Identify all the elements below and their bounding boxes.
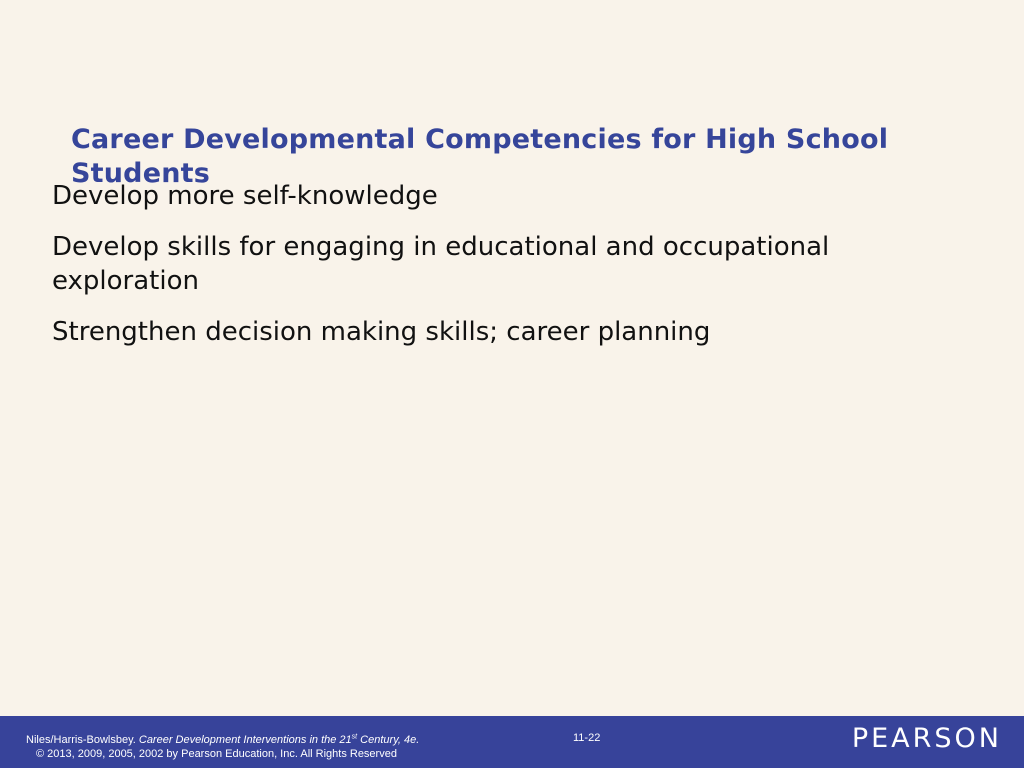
citation-book-title: Career Development Interventions in the 21st Century, 4e. [138, 733, 420, 746]
bullet-list [52, 179, 952, 366]
bullet-item: Strengthen decision making skills; career planning [52, 317, 711, 347]
citation [26, 733, 419, 761]
copyright-notice: © 2013, 2009, 2005, 2002 by Pearson Education, Inc. All Rights Reserved [36, 748, 397, 760]
bullet-item: Develop more self-knowledge [52, 181, 438, 211]
citation-authors: Niles/Harris-Bowlsbey. [26, 734, 139, 746]
bullet-item: Develop skills for engaging in educational and occupational exploration [52, 232, 830, 296]
footer-bar [0, 716, 1024, 768]
pearson-logo: PEARSON [851, 723, 1002, 754]
page-number: 11-22 [573, 732, 601, 744]
slide-title: Career Developmental Competencies for High School Students [71, 124, 889, 189]
